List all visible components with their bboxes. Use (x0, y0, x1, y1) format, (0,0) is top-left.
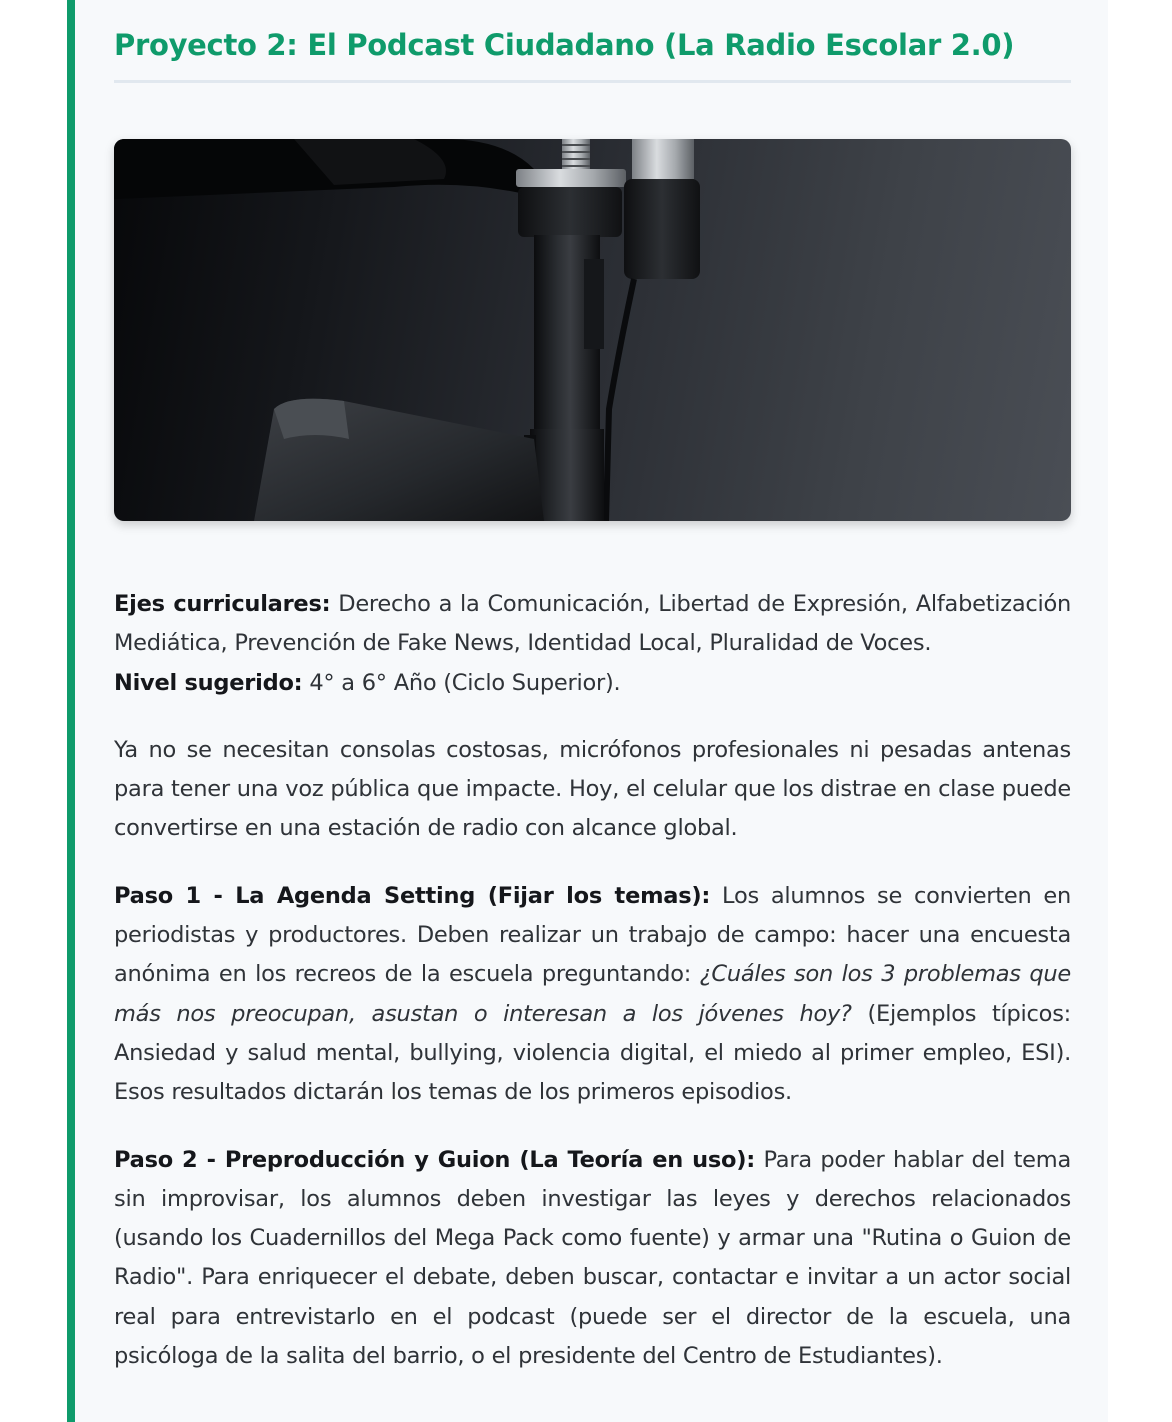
step-2-paragraph (114, 1141, 1071, 1377)
nivel-paragraph (114, 664, 1071, 703)
ejes-paragraph (114, 585, 1071, 664)
title-divider (114, 80, 1071, 83)
ejes-value: Derecho a la Comunicación, Libertad de Expresión, Alfabetización Mediática, Prevención de Fake News, Identidad Local, Pluralidad de Voces. (114, 591, 1072, 657)
project-card (67, 0, 1108, 1422)
step-1-label: Paso 1 - La Agenda Setting (Fijar los temas): (114, 882, 711, 909)
step-1-question: ¿Cuáles son los 3 problemas que más nos preocupan, asustan o interesan a los jóvenes hoy? (114, 961, 1071, 1027)
nivel-label: Nivel sugerido: (114, 669, 303, 696)
intro-paragraph: Ya no se necesitan consolas costosas, micrófonos profesionales ni pesadas antenas para tener una voz pública que impacte. Hoy, el celular que los distrae en clase puede convertirse en una estación de radio con alcance global. (114, 736, 1071, 842)
microphone-stand-photo-icon (114, 139, 1071, 521)
step-2-text: Para poder hablar del tema sin improvisar, los alumnos deben investigar las leyes y derechos relacionados (usando los Cuadernillos del Mega Pack como fuente) y armar una "Rutina o Guion de Radio". Para enriquecer el debate, deben buscar, contactar e invitar a un actor social real para entrevistarlo en el podcast (puede ser el director de la escuela, una psicóloga de la salita del barrio, o el presidente del Centro de Estudiantes). (114, 1146, 1071, 1370)
hero-image (114, 139, 1071, 521)
step-1-text-after: (Ejemplos típicos: Ansiedad y salud mental, bullying, violencia digital, el miedo al primer empleo, ESI). Esos resultados dictarán los temas de los primeros episodios. (114, 1000, 1071, 1106)
nivel-value: 4° a 6° Año (Ciclo Superior). (302, 669, 621, 696)
step-2-label: Paso 2 - Preproducción y Guion (La Teoría en uso): (114, 1146, 756, 1173)
project-title: Proyecto 2: El Podcast Ciudadano (La Radio Escolar 2.0) (114, 28, 1015, 62)
step-1-paragraph (114, 877, 1071, 1113)
step-1-text-before: Los alumnos se convierten en periodistas y productores. Deben realizar un trabajo de campo: hacer una encuesta anónima en los recreos de la escuela preguntando: (114, 882, 1071, 988)
project-content (114, 0, 1072, 1370)
project-body (114, 585, 1071, 1376)
ejes-label: Ejes curriculares: (114, 591, 331, 617)
